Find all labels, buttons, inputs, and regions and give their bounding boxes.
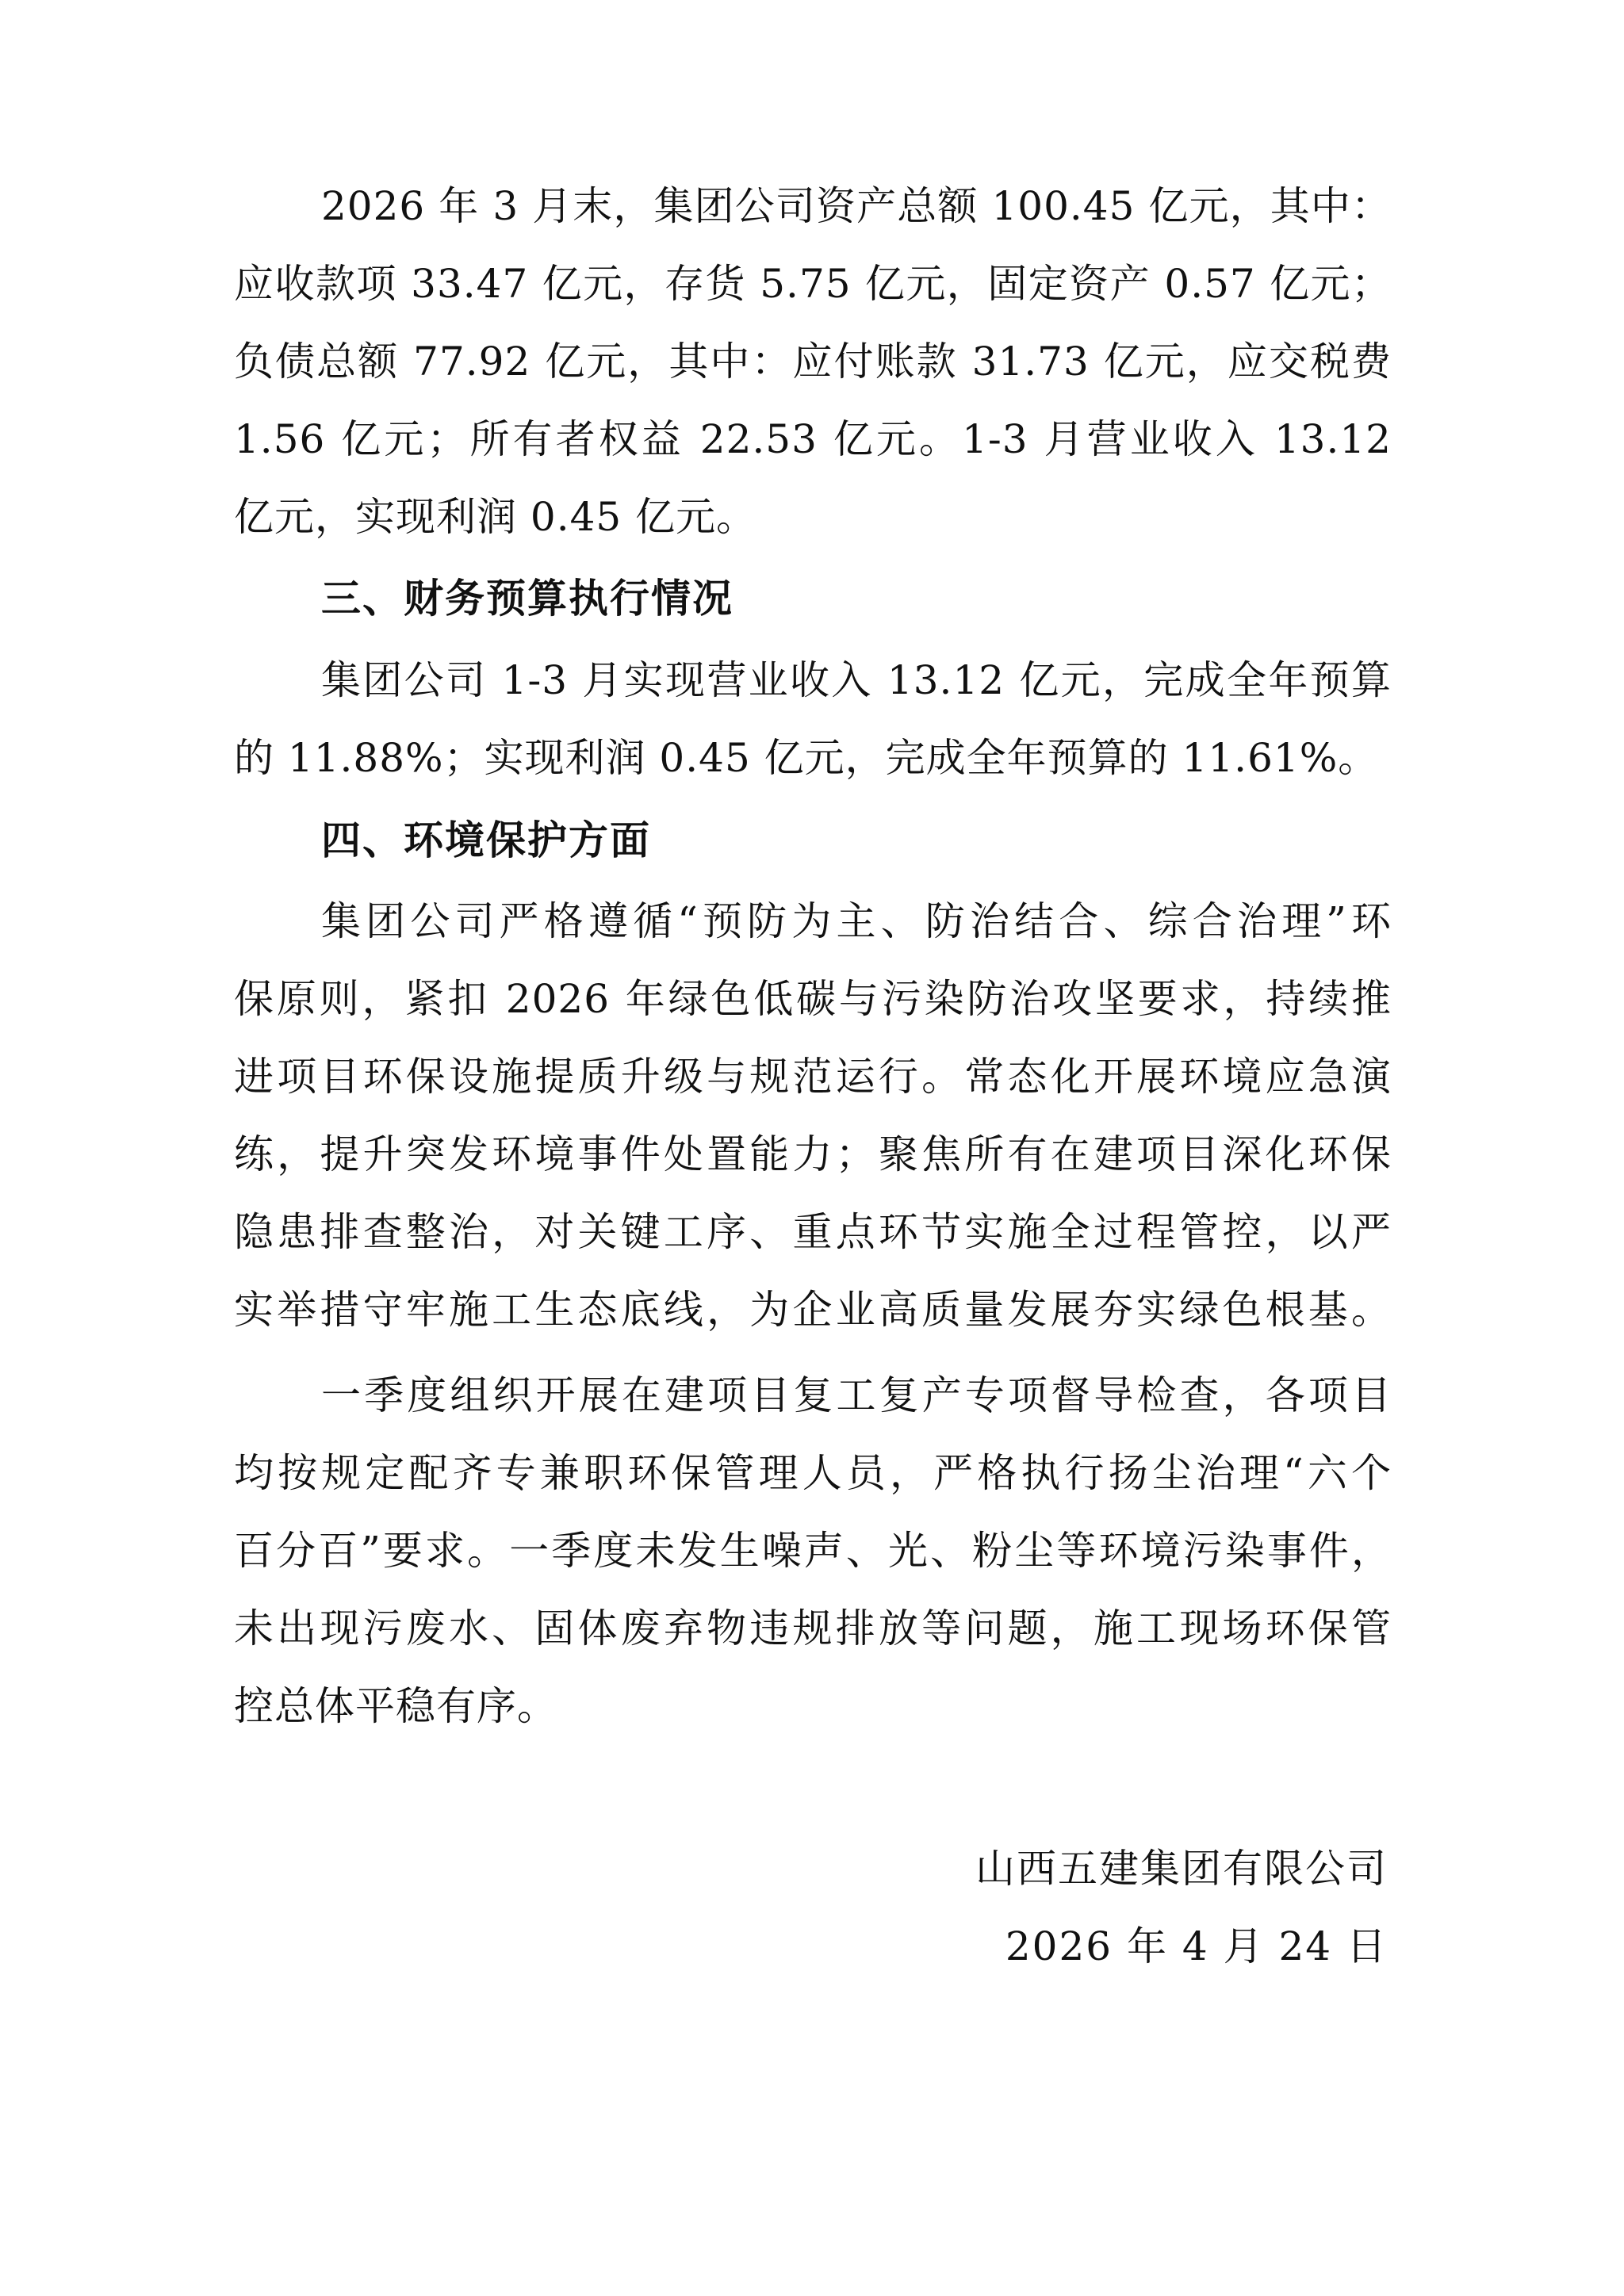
environment-p1-line-1: 集团公司严格遵循“预防为主、防治结合、综合治理”环 — [321, 898, 1392, 944]
signature-date: 2026 年 4 月 24 日 — [1005, 1923, 1388, 1969]
budget-line-2: 的 11.88%；实现利润 0.45 亿元，完成全年预算的 11.61%。 — [234, 735, 1379, 781]
environment-p2-line-1: 一季度组织开展在建项目复工复产专项督导检查，各项目 — [321, 1372, 1392, 1418]
environment-p2-line-2: 均按规定配齐专兼职环保管理人员，严格执行扬尘治理“六个 — [234, 1450, 1392, 1496]
environment-p2-line-3: 百分百”要求。一季度未发生噪声、光、粉尘等环境污染事件， — [234, 1528, 1392, 1574]
environment-p1-line-4: 练，提升突发环境事件处置能力；聚焦所有在建项目深化环保 — [234, 1131, 1392, 1177]
environment-p1-line-3: 进项目环保设施提质升级与规范运行。常态化开展环境应急演 — [234, 1054, 1392, 1100]
assets-line-1: 2026 年 3 月末，集团公司资产总额 100.45 亿元，其中： — [321, 183, 1392, 229]
budget-line-1: 集团公司 1-3 月实现营业收入 13.12 亿元，完成全年预算 — [321, 657, 1392, 703]
assets-line-4: 1.56 亿元；所有者权益 22.53 亿元。1-3 月营业收入 13.12 — [234, 416, 1392, 462]
environment-p1-line-6: 实举措守牢施工生态底线，为企业高质量发展夯实绿色根基。 — [234, 1287, 1392, 1333]
assets-line-5: 亿元，实现利润 0.45 亿元。 — [234, 494, 757, 540]
environment-p2-line-5: 控总体平稳有序。 — [234, 1683, 557, 1729]
section-heading-budget: 三、财务预算执行情况 — [321, 576, 733, 622]
signature-company: 山西五建集团有限公司 — [975, 1846, 1388, 1892]
environment-p1-line-2: 保原则，紧扣 2026 年绿色低碳与污染防治攻坚要求，持续推 — [234, 976, 1392, 1022]
section-heading-environment: 四、环境保护方面 — [321, 817, 651, 863]
environment-p2-line-4: 未出现污废水、固体废弃物违规排放等问题，施工现场环保管 — [234, 1605, 1392, 1651]
assets-line-2: 应收款项 33.47 亿元，存货 5.75 亿元，固定资产 0.57 亿元； — [234, 261, 1392, 307]
environment-p1-line-5: 隐患排查整治，对关键工序、重点环节实施全过程管控，以严 — [234, 1209, 1392, 1255]
assets-line-3: 负债总额 77.92 亿元，其中：应付账款 31.73 亿元，应交税费 — [234, 339, 1392, 385]
